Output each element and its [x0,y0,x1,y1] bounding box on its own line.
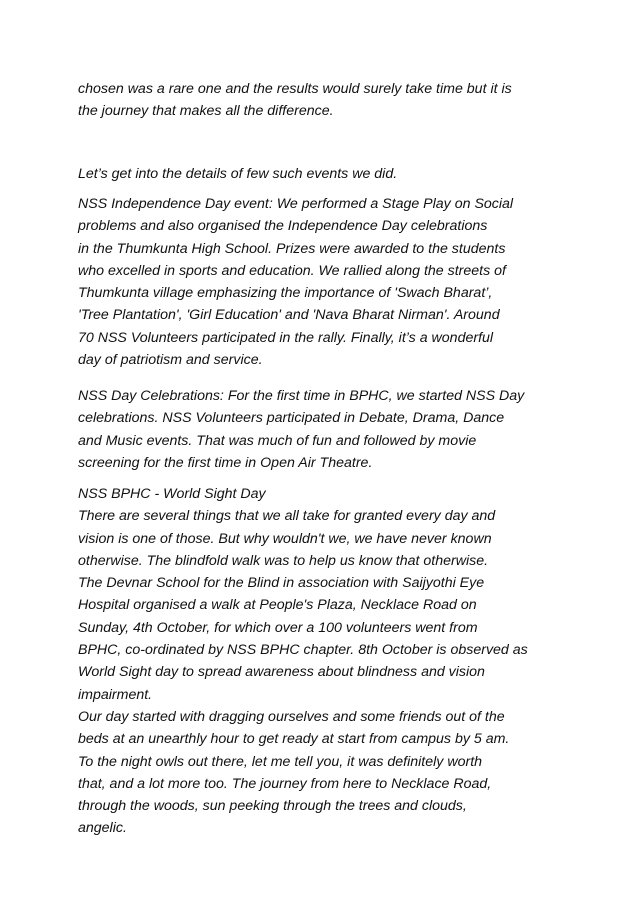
independence-day-paragraph: NSS Independence Day event: We performed a Stage Play on Social problems and also organised the Independence Day celebrations in the Thumkunta High School. Prizes were awarded to the students who excelled in sports and education. We rallied along the streets of Thumkunta village emphasizing the importance of 'Swach Bharat’, 'Tree Plantation', 'Girl Education' and 'Nava Bharat Nirman'. Around 70 NSS Volunteers participated in the rally. Finally, it’s a wonderful day of patriotism and service. [78,196,514,369]
events-intro-paragraph: Let’s get into the details of few such events we did. [78,166,398,182]
world-sight-day-paragraph: NSS BPHC - World Sight Day There are several things that we all take for granted every day and vision is one of those. But why wouldn't we, we have never known otherwise. The blindfold walk was to help us know that otherwise. The Devnar School for the Blind in association with Saijyothi Eye Hospital organised a walk at People's Plaza, Necklace Road on Sunday, 4th October, for which over a 100 volunteers went from BPHC, co-ordinated by NSS BPHC chapter. 8th October is observed as World Sight day to spread awareness about blindness and vision impairment. Our day started with dragging ourselves and some friends out of the beds at an unearthly hour to get ready at start from campus by 5 am. To the night owls out there, let me tell you, it was definitely worth that, and a lot more too. The journey from here to Necklace Road, through the woods, sun peeking through the trees and clouds, angelic. [78,486,528,837]
nss-day-paragraph: NSS Day Celebrations: For the first time in BPHC, we started NSS Day celebrations. NSS Volunteers participated in Debate, Drama, Dance and Music events. That was much of fun and followed by movie screening for the first time in Open Air Theatre. [78,388,525,471]
intro-continuation-paragraph: chosen was a rare one and the results would surely take time but it is the journey that makes all the difference. [78,81,512,120]
